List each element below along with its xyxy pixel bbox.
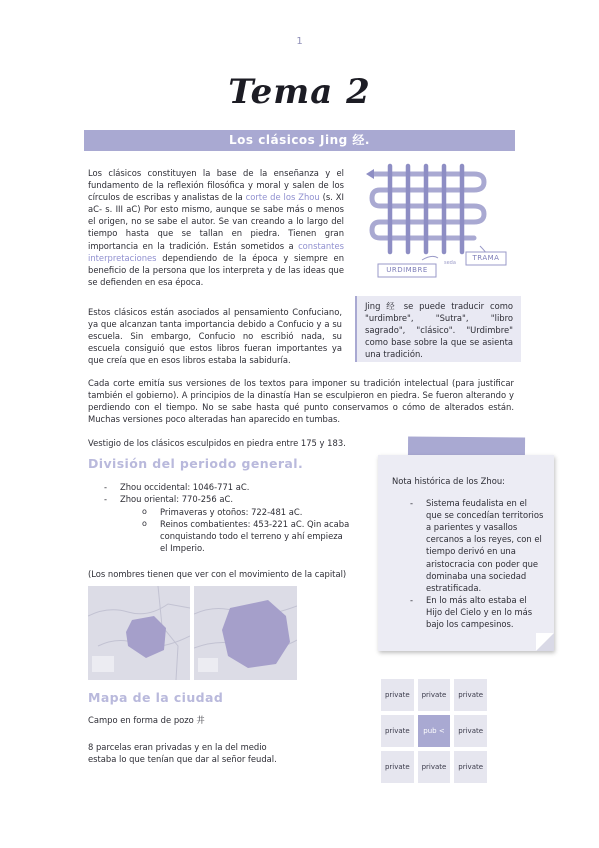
well-field-grid [381, 679, 487, 783]
note-item-son-of-heaven: - En lo más alto estaba el Hijo del Cielo y en lo más bajo los campesinos. [410, 594, 544, 630]
page-title: Tema 2 [228, 72, 371, 112]
map-west-zhou [88, 586, 190, 680]
division-subitem-springs-autumns: o Primaveras y otoños: 722-481 aC. [142, 506, 350, 518]
silk-label: seda [444, 260, 456, 266]
division-sublist [142, 506, 350, 554]
warp-label: URDIMBRE [386, 266, 428, 274]
grid-cell-public: pub < [418, 715, 451, 747]
grid-cell-private: private [418, 679, 451, 711]
interpretations-link: constantes interpretaciones [88, 240, 344, 263]
weft-label: TRAMA [472, 254, 500, 262]
grid-cell-private: private [454, 715, 487, 747]
intro-text-start: Los clásicos constituyen la base de la enseñanza y el fundamento de la reflexión filosófica y moral y salen de los círculos de escribas y analistas de la [88, 168, 344, 203]
division-item-west: - Zhou occidental: 1046-771 aC. [104, 481, 354, 493]
intro-paragraph [88, 167, 344, 288]
map-west-drawing [88, 586, 190, 680]
jing-definition-text: Jing 经 se puede traducir como "urdimbre", "Sutra", "libro sagrado", "clásico". "Urdimbre" como base sobre la que se asienta una tradición. [365, 301, 513, 360]
note-item-feudal: - Sistema feudalista en el que se concedían territorios a parientes y vasallos cercanos a los reyes, con el tiempo derivó en una aristocracia con poder que dominaba una sociedad estratificada. [410, 497, 544, 594]
division-subitem-warring-states: o Reinos combatientes: 453-221 aC. Qin acaba conquistando todo el terreno y ahí empieza el Imperio. [142, 518, 350, 554]
grid-cell-private: private [381, 679, 414, 711]
city-map-heading: Mapa de la ciudad [88, 690, 224, 705]
parcels-line: 8 parcelas eran privadas y en la del medio estaba lo que tenían que dar al señor feudal. [88, 742, 277, 765]
grid-cell-private: private [381, 751, 414, 783]
court-paragraph: Cada corte emitía sus versiones de los textos para imponer su tradición intelectual (para justificar también el gobierno). A principios de la dinastía Han se esculpieron en piedra. Se fueron alterando y perdiendo con el tiempo. No se sabe hasta qué punto conservamos o cómo de alterados están. Muchas versiones poco alteradas han aparecido en tumbas. [88, 378, 514, 425]
grid-cell-private: private [381, 715, 414, 747]
section-banner: Los clásicos Jing 经. [84, 130, 515, 151]
zhou-court-link: corte de los Zhou [245, 192, 320, 203]
stone-vestige-line: Vestigio de los clásicos esculpidos en piedra entre 175 y 183. [88, 438, 346, 448]
division-list [104, 481, 354, 505]
grid-cell-private: private [454, 751, 487, 783]
field-shape-line: Campo en forma de pozo 井 [88, 715, 205, 725]
intro-text-middle: (s. XI aC- s. III aC) Por esto mismo, aunque se sabe más o menos el origen, no se sabe el autor. Se van creando a lo largo del tiempo hasta que se tallan en piedra. Tienen gran importancia en la tradición. Están sometidos a [88, 192, 344, 251]
division-heading: División del periodo general. [88, 456, 304, 471]
map-east-zhou [194, 586, 297, 680]
weave-illustration [362, 160, 514, 284]
jing-definition-box [355, 296, 521, 362]
map-east-drawing [194, 586, 297, 680]
grid-cell-private: private [418, 751, 451, 783]
intro-text-end: dependiendo de la época y siempre en beneficio de la persona que los interpreta y de las ideas que se defienden en esa época. [88, 252, 344, 287]
historical-note [378, 455, 554, 651]
capital-note: (Los nombres tienen que ver con el movimiento de la capital) [88, 569, 347, 579]
division-item-east: - Zhou oriental: 770-256 aC. [104, 493, 354, 505]
confucian-paragraph: Estos clásicos están asociados al pensamiento Confuciano, ya que alcanzan tanta importancia debido a Confucio y a su escuela. Sin embargo, Confucio no escribió nada, su escuela consiguió que estos libros fueran importantes ya que creía que en esos libros estaba la sabiduría. [88, 307, 342, 366]
note-title: Nota histórica de los Zhou: [392, 476, 505, 486]
grid-cell-private: private [454, 679, 487, 711]
page-number: 1 [296, 36, 303, 47]
